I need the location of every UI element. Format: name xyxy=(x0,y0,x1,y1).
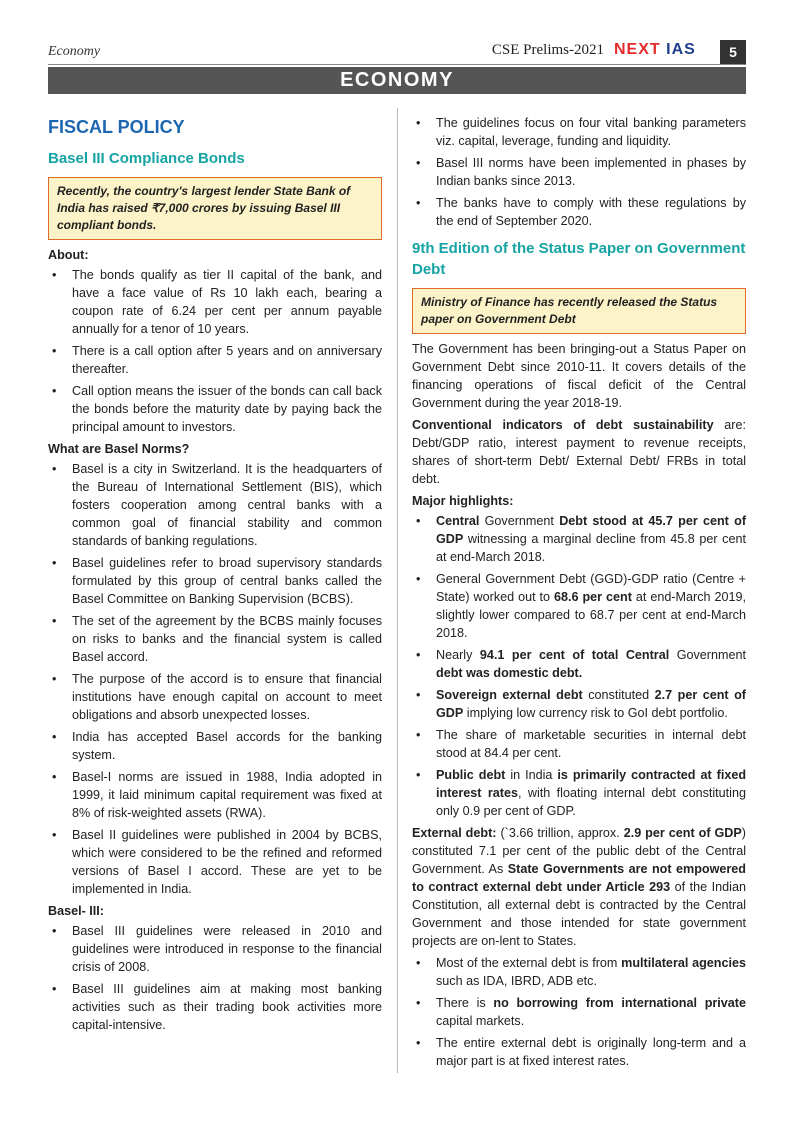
brand-logo xyxy=(614,41,696,59)
left-column xyxy=(48,112,382,1038)
column-divider xyxy=(397,108,398,1073)
list-item: • Basel III guidelines aim at making most banking activities such as their trading book activities more capital-intensive. xyxy=(48,980,382,1034)
header-rule xyxy=(48,64,746,65)
highlights-list xyxy=(412,512,746,820)
list-item: • Central Government Debt stood at 45.7 per cent of GDP witnessing a marginal decline from 45.8 per cent at end-March 2018. xyxy=(412,512,746,566)
indicators-paragraph: Conventional indicators of debt sustainability are: Debt/GDP ratio, interest payment to revenue receipts, shares of short-term Debt/ External Debt/ FRBs in total debt. xyxy=(412,418,746,486)
section-title: FISCAL POLICY xyxy=(48,117,185,137)
highlights-label: Major highlights: xyxy=(412,494,514,508)
right-column xyxy=(412,114,746,1074)
list-item: • Basel-I norms are issued in 1988, India adopted in 1999, it laid minimum capital requirement was fixed at 8% of risk-weighted assets (RWA). xyxy=(48,768,382,822)
subsection-heading: 9th Edition of the Status Paper on Government Debt xyxy=(412,240,746,278)
list-item: • Sovereign external debt constituted 2.7 per cent of GDP implying low currency risk to GoI debt portfolio. xyxy=(412,686,746,722)
list-item: • Public debt in India is primarily contracted at fixed interest rates, with floating internal debt constituting only 0.9 per cent of GDP. xyxy=(412,766,746,820)
basel3-list xyxy=(48,922,382,1034)
news-callout: Ministry of Finance has recently released the Status paper on Government Debt xyxy=(412,288,746,334)
basel3-continued-list xyxy=(412,114,746,230)
list-item: • Basel II guidelines were published in 2004 by BCBS, which were considered to be the refined and reformed versions of Basel I accord. These are yet to be implemented in India. xyxy=(48,826,382,898)
news-callout: Recently, the country's largest lender State Bank of India has raised ₹7,000 crores by issuing Basel III compliant bonds. xyxy=(48,177,382,240)
list-item: • There is a call option after 5 years and on anniversary thereafter. xyxy=(48,342,382,378)
running-header-exam: CSE Prelims-2021 xyxy=(491,42,604,58)
external-debt-list xyxy=(412,954,746,1070)
list-item: • Basel is a city in Switzerland. It is the headquarters of the Bureau of International Settlement (BIS), which fosters cooperation among central banks with a common goal of financial stability and common standards of banking regulations. xyxy=(48,460,382,550)
running-header-section: Economy xyxy=(48,44,101,59)
list-item: • India has accepted Basel accords for the banking system. xyxy=(48,728,382,764)
list-item: • The share of marketable securities in internal debt stood at 84.4 per cent. xyxy=(412,726,746,762)
list-item: • Call option means the issuer of the bonds can call back the bonds before the maturity date by paying back the principal amount to investors. xyxy=(48,382,382,436)
list-item: • There is no borrowing from international private capital markets. xyxy=(412,994,746,1030)
basel3-label: Basel- III: xyxy=(48,904,104,918)
intro-paragraph: The Government has been bringing-out a Status Paper on Government Debt since 2010-11. It covers details of the financing operations of fiscal deficit of the Central Government during the year 2018-19. xyxy=(412,342,746,410)
subsection-heading: Basel III Compliance Bonds xyxy=(48,150,245,167)
list-item: • The set of the agreement by the BCBS mainly focuses on risks to banks and the financial system is called Basel accord. xyxy=(48,612,382,666)
list-item: • The entire external debt is originally long-term and a major part is at fixed interest rates. xyxy=(412,1034,746,1070)
list-item: • Nearly 94.1 per cent of total Central Government debt was domestic debt. xyxy=(412,646,746,682)
list-item: • General Government Debt (GGD)-GDP ratio (Centre + State) worked out to 68.6 per cent at end-March 2019, slightly lower compared to 68.7 per cent at end-March 2018. xyxy=(412,570,746,642)
norms-list xyxy=(48,460,382,898)
chapter-banner: ECONOMY xyxy=(48,67,746,94)
list-item: • Basel guidelines refer to broad supervisory standards formulated by this group of central banks called the Basel Committee on Banking Supervision (BCBS). xyxy=(48,554,382,608)
external-debt-paragraph: External debt: (`3.66 trillion, approx. 2.9 per cent of GDP) constituted 7.1 per cent of the public debt of the Central Government. As State Governments are not empowered to contract external debt under Article 293 of the Indian Constitution, all external debt is contracted by the Central Government and those intended for state government projects are on-lent to States. xyxy=(412,826,746,948)
brand-ias: IAS xyxy=(666,41,696,58)
list-item: • The guidelines focus on four vital banking parameters viz. capital, leverage, funding and liquidity. xyxy=(412,114,746,150)
about-list xyxy=(48,266,382,436)
norms-label: What are Basel Norms? xyxy=(48,442,190,456)
brand-next: NEXT xyxy=(614,41,661,58)
list-item: • Basel III guidelines were released in 2010 and guidelines were introduced in response to the financial crisis of 2008. xyxy=(48,922,382,976)
page-number: 5 xyxy=(720,40,746,64)
list-item: • The purpose of the accord is to ensure that financial institutions have enough capital on account to meet obligations and absorb unexpected losses. xyxy=(48,670,382,724)
list-item: • Basel III norms have been implemented in phases by Indian banks since 2013. xyxy=(412,154,746,190)
list-item: • The bonds qualify as tier II capital of the bank, and have a face value of Rs 10 lakh each, bearing a coupon rate of 6.24 per cent per annum payable annually for a tenor of 10 years. xyxy=(48,266,382,338)
list-item: • The banks have to comply with these regulations by the end of September 2020. xyxy=(412,194,746,230)
list-item: • Most of the external debt is from multilateral agencies such as IDA, IBRD, ADB etc. xyxy=(412,954,746,990)
about-label: About: xyxy=(48,248,89,262)
